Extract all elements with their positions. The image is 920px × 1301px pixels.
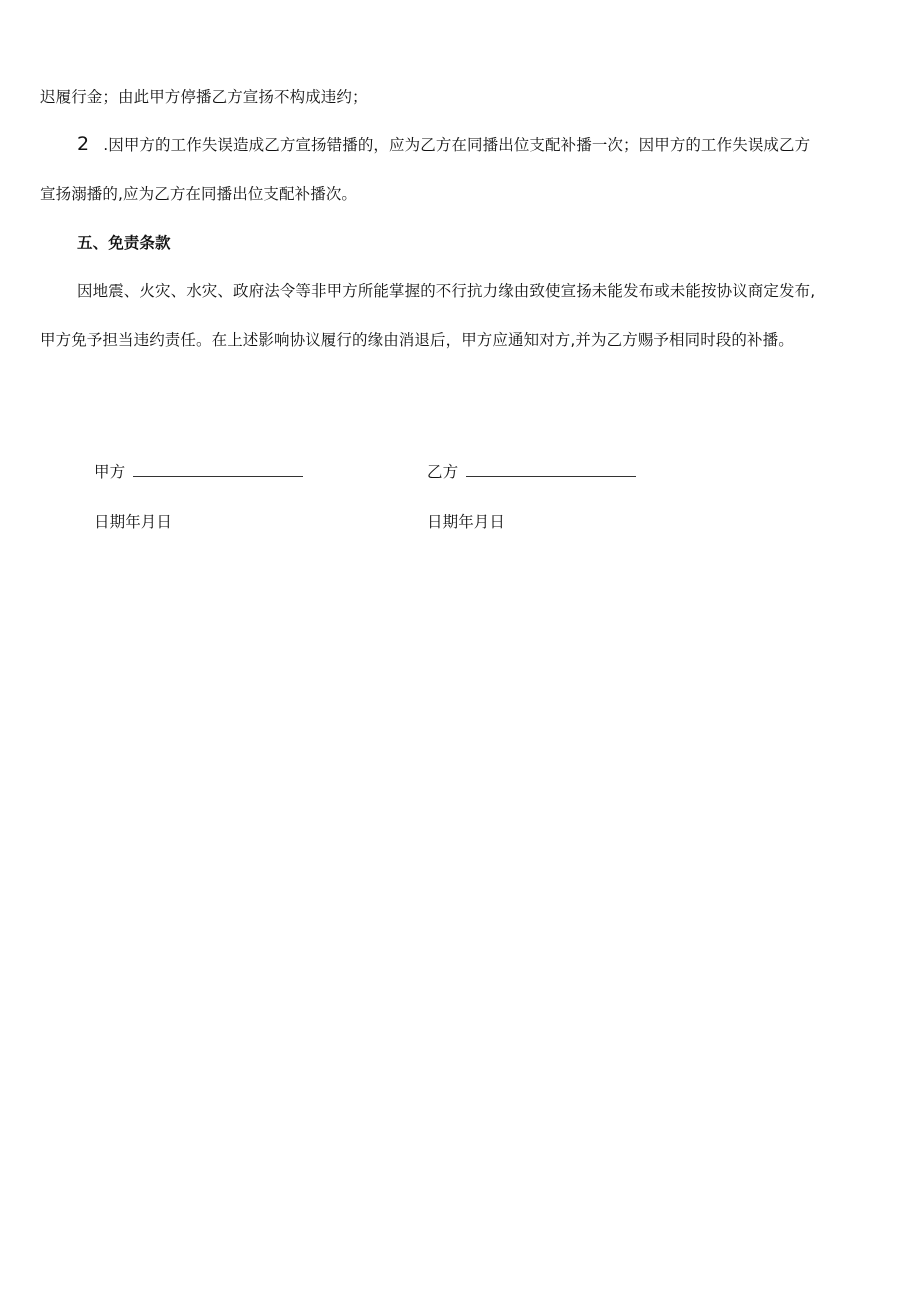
- item-2-text: .因甲方的工作失误造成乙方宣扬错播的，应为乙方在同播出位支配补播一次；因甲方的工作失误成乙方: [103, 136, 811, 154]
- party-a-signature: [94, 462, 303, 482]
- item-number: 2: [77, 133, 90, 155]
- party-a-label: 甲方: [94, 463, 126, 481]
- section-5-line-1: 因地震、火灾、水灾、政府法令等非甲方所能掌握的不行抗力缘由致使宣扬未能发布或未能按协议商定发布,: [77, 282, 816, 300]
- party-b-label: 乙方: [427, 463, 459, 481]
- section-5-line-2: 甲方免予担当违约责任。在上述影响协议履行的缘由消退后，甲方应通知对方,并为乙方赐予相同时段的补播。: [40, 331, 794, 349]
- party-a-date: 日期年月日: [94, 513, 173, 531]
- party-a-signature-line: [133, 462, 303, 477]
- party-b-signature-line: [466, 462, 636, 477]
- party-b-date: 日期年月日: [427, 513, 506, 531]
- item-2-line-2: 宣扬溺播的,应为乙方在同播出位支配补播次。: [40, 185, 358, 203]
- paragraph-line: 迟履行金；由此甲方停播乙方宣扬不构成违约；: [40, 88, 368, 106]
- section-heading: 五、免责条款: [77, 234, 171, 252]
- item-2-line-1: [77, 134, 810, 155]
- party-b-signature: [427, 462, 636, 482]
